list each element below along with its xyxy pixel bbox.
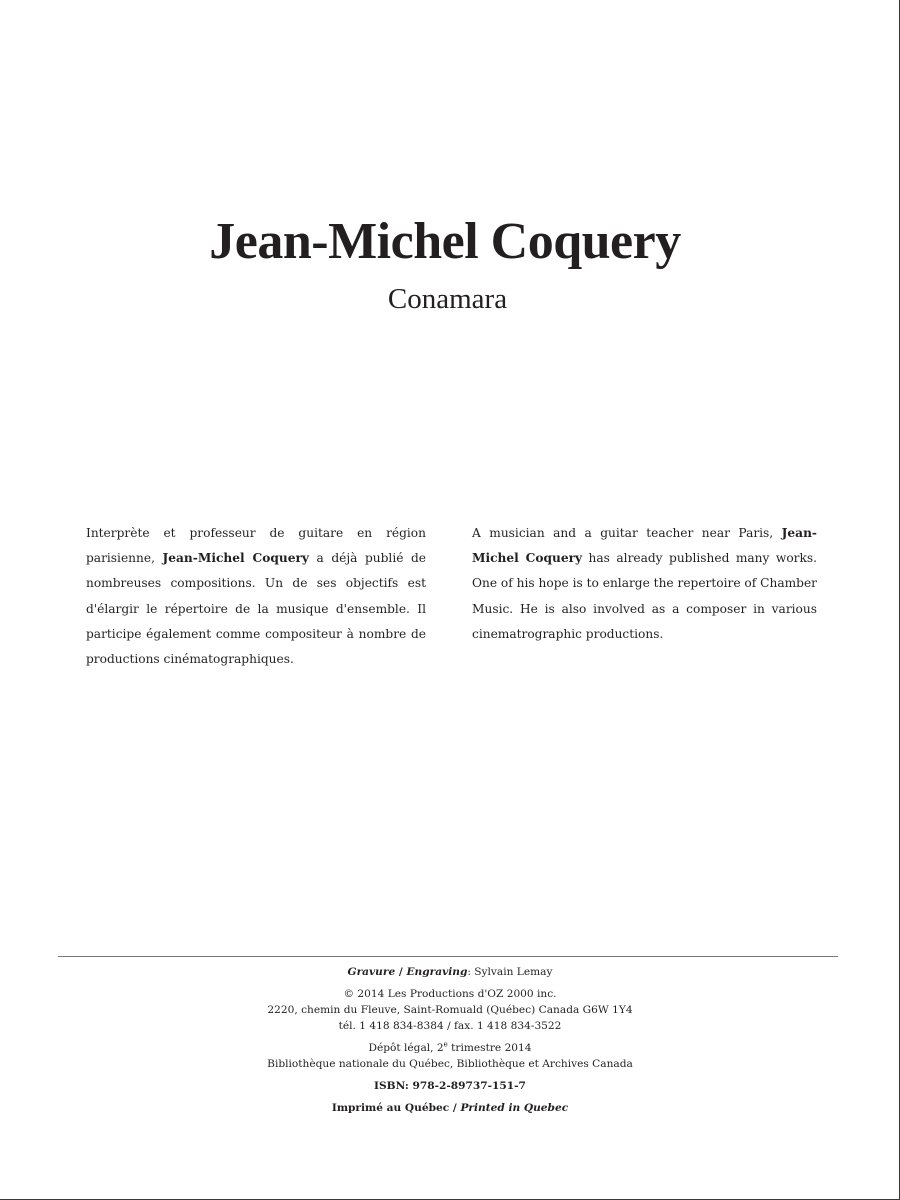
biography-english <box>472 521 817 647</box>
bio-en-composer-name: Jean-Michel Coquery <box>472 526 817 566</box>
bio-fr-text-after: a déjà publié de nombreuses compositions. Un de ses objectifs est d'élargir le répertoire de la musique d'ensemble. Il participe également comme compositeur à nombre de productions cinématographiques. <box>86 551 426 667</box>
bio-en-text-before: A musician and a guitar teacher near Paris, <box>472 526 782 540</box>
printed-en: Printed in Quebec <box>460 1102 569 1114</box>
legal-deposit-after: trimestre 2014 <box>447 1042 532 1054</box>
divider-rule <box>58 956 838 957</box>
biography-french <box>86 521 426 672</box>
printed-separator: / <box>449 1102 461 1114</box>
publisher-phone-fax: tél. 1 418 834-8384 / fax. 1 418 834-3522 <box>338 1020 562 1032</box>
library-credits: Bibliothèque nationale du Québec, Bibliothèque et Archives Canada <box>267 1058 633 1070</box>
composer-name: Jean-Michel Coquery <box>209 213 681 270</box>
legal-deposit-sup: e <box>443 1040 448 1049</box>
legal-deposit-before: Dépôt légal, 2 <box>368 1042 444 1054</box>
copyright-line: © 2014 Les Productions d'OZ 2000 inc. <box>343 988 557 1000</box>
colophon <box>0 964 900 1116</box>
bio-fr-composer-name: Jean-Michel Coquery <box>162 551 310 566</box>
engraving-label-fr: Gravure <box>347 966 396 978</box>
bio-en-text-after: has already published many works. One of his hope is to enlarge the repertoire of Chamber Music. He is also involved as a composer in various cinematrographic productions. <box>472 551 817 641</box>
engraver-name: Sylvain Lemay <box>474 966 553 978</box>
engraving-separator: / <box>395 966 407 978</box>
printed-fr: Imprimé au Québec <box>331 1102 450 1114</box>
engraving-label-en: Engraving <box>406 966 468 978</box>
publisher-address: 2220, chemin du Fleuve, Saint-Romuald (Québec) Canada G6W 1Y4 <box>267 1004 633 1016</box>
engraving-credit <box>0 964 900 980</box>
isbn-text: ISBN: 978-2-89737-151-7 <box>374 1080 526 1092</box>
work-title: Conamara <box>387 283 508 315</box>
isbn <box>0 1078 900 1094</box>
engraving-colon: : <box>467 966 475 978</box>
bio-fr-text-before: Interprète et professeur de guitare en région parisienne, <box>86 526 426 566</box>
legal-deposit <box>0 1040 900 1056</box>
printed-in <box>0 1100 900 1116</box>
